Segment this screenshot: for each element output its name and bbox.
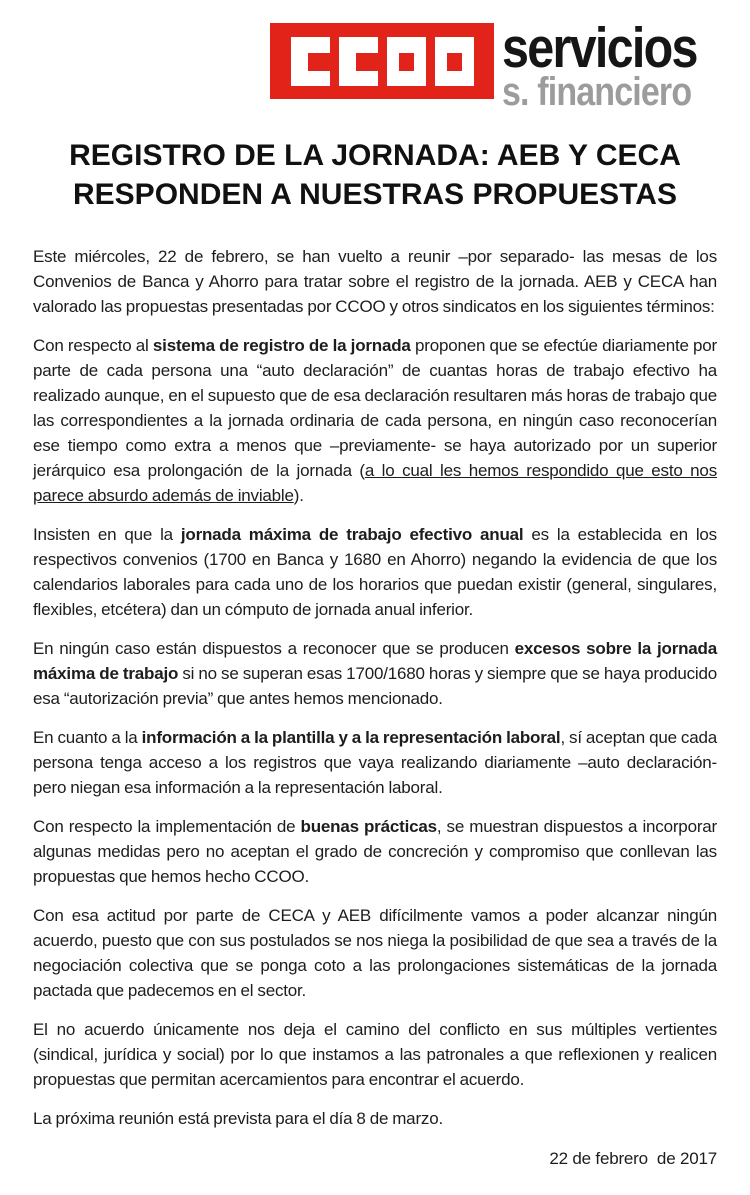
text-run: es la establecida en los respectivos convenios (1700 en Banca y 1680 en Ahorro) negando la evidencia de que los calendarios laborales para cada uno de los horarios que puedan existir (general, singulares, flexibles, etcétera) dan un cómputo de jornada anual inferior. — [33, 525, 717, 619]
logo-wordmark: servicios — [502, 16, 697, 80]
text-run: , se muestran dispuestos a incorporar algunas medidas pero no aceptan el grado de concreción y compromiso que conllevan las propuestas que hemos hecho CCOO. — [33, 817, 717, 886]
text-run: En cuanto a la — [33, 728, 142, 747]
date-line: 22 de febrero de 2017 — [549, 1149, 717, 1168]
title-line-1: REGISTRO DE LA JORNADA: AEB Y CECA — [69, 139, 681, 172]
paragraph — [33, 814, 717, 889]
paragraph — [33, 333, 717, 508]
text-run: Con respecto la implementación de — [33, 817, 301, 836]
text-run: proponen que se efectúe diariamente por parte de cada persona una “auto declaración” de cuantas horas de trabajo efectivo ha realizado aunque, en el supuesto que de esa declaración resultaren más horas de trabajo que las correspondientes a la jornada ordinaria de cada persona, en ningún caso reconocerían ese tiempo como extra a menos que –previamente- se haya autorizado por un superior jerárquico esa prolongación de la jornada ( — [33, 336, 717, 480]
text-run: En ningún caso están dispuestos a reconocer que se producen — [33, 639, 515, 658]
text-run: Este miércoles, 22 de febrero, se han vuelto a reunir –por separado- las mesas de los Convenios de Banca y Ahorro para tratar sobre el registro de la jornada. AEB y CECA han valorado las propuestas presentadas por CCOO y otros sindicatos en los siguientes términos: — [33, 247, 717, 316]
text-run: Con esa actitud por parte de CECA y AEB difícilmente vamos a poder alcanzar ningún acuerdo, puesto que con sus postulados se nos niega la posibilidad de que sea a través de la negociación colectiva que se ponga coto a las prolongaciones sistemáticas de la jornada pactada que padecemos en el sector. — [33, 906, 717, 1000]
paragraph — [33, 522, 717, 622]
logo-subtitle: s. financiero — [502, 69, 692, 114]
paragraph — [33, 1017, 717, 1092]
text-run: ). — [293, 486, 304, 505]
page-title — [0, 136, 750, 214]
header-logo — [0, 0, 750, 120]
text-run: , sí aceptan que cada persona tenga acceso a los registros que vaya realizando diariamente –auto declaración- pero niegan esa información a la representación laboral. — [33, 728, 717, 797]
text-run: excesos sobre la jornada máxima de trabajo — [33, 639, 717, 683]
text-run: Con respecto al — [33, 336, 153, 355]
ccoo-letter-o — [387, 37, 426, 86]
text-run: buenas prácticas — [300, 817, 437, 836]
text-run: a lo cual les hemos respondido que esto nos parece absurdo además de inviable — [33, 461, 717, 505]
text-run: información a la plantilla y a la representación laboral — [141, 728, 561, 747]
text-run: El no acuerdo únicamente nos deja el camino del conflicto en sus múltiples vertientes (sindical, jurídica y social) por lo que instamos a las patronales a que reflexionen y realicen propuestas que permitan acercamientos para encontrar el acuerdo. — [33, 1020, 717, 1089]
paragraph — [33, 903, 717, 1003]
ccoo-logo — [270, 23, 494, 99]
ccoo-letter-c — [339, 37, 378, 86]
paragraph — [33, 244, 717, 319]
logo-text — [502, 16, 697, 114]
text-run: sistema de registro de la jornada — [152, 336, 411, 355]
ccoo-letter-c — [291, 37, 330, 86]
paragraph — [33, 1106, 717, 1131]
document-body — [33, 244, 717, 1131]
ccoo-letter-o — [435, 37, 474, 86]
text-run: La próxima reunión está prevista para el día 8 de marzo. — [33, 1109, 443, 1128]
paragraph — [33, 725, 717, 800]
text-run: Insisten en que la — [33, 525, 181, 544]
text-run: jornada máxima de trabajo efectivo anual — [180, 525, 524, 544]
paragraph — [33, 636, 717, 711]
text-run: si no se superan esas 1700/1680 horas y siempre que se haya producido esa “autorización previa” que antes hemos mencionado. — [33, 664, 717, 708]
title-line-2: RESPONDEN A NUESTRAS PROPUESTAS — [73, 178, 677, 211]
